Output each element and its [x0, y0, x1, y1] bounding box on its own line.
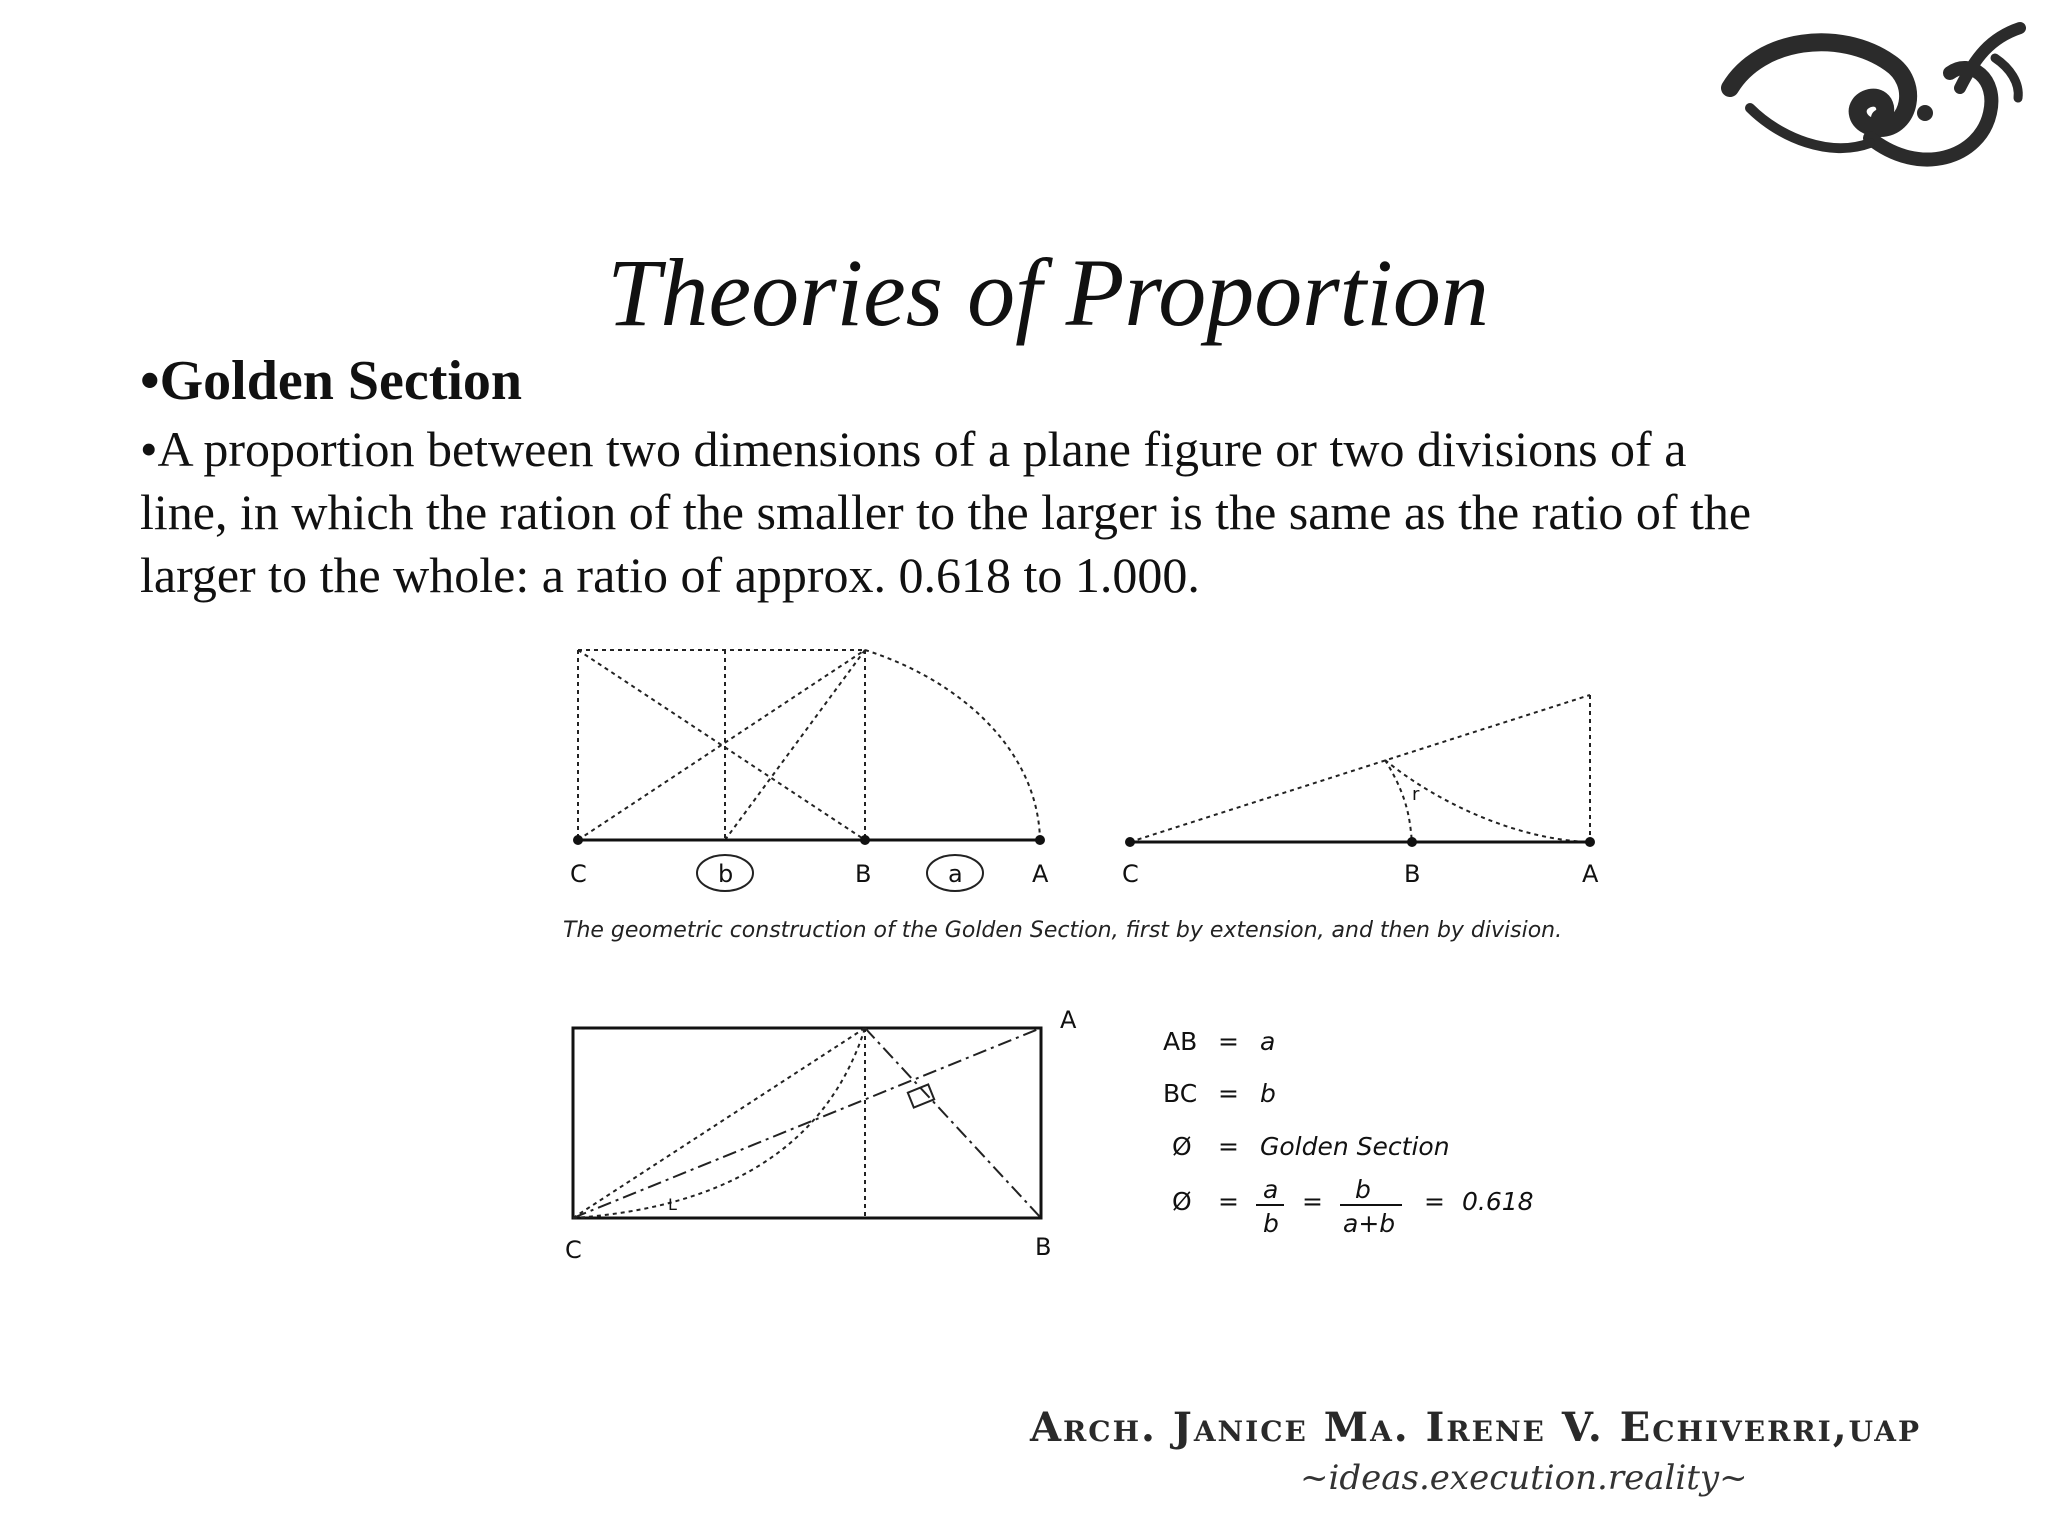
label-L: L [668, 1195, 677, 1214]
label-C-rect: C [565, 1236, 582, 1264]
bullet-golden-section: •Golden Section [140, 350, 523, 412]
eq-phi-definition: Golden Section [1260, 1132, 1450, 1161]
definition-line: line, in which the ration of the smaller to the larger is the same as the ratio of the [140, 484, 1752, 540]
eq-sign: = [1424, 1187, 1445, 1216]
figure-caption: The geometric construction of the Golden Section, first by extension, and then by division. [563, 918, 1563, 943]
label-B-right: B [1404, 860, 1421, 888]
author-tagline: ~ideas.execution.reality~ [1300, 1458, 1748, 1498]
phi-symbol: Ø [1172, 1132, 1192, 1161]
frac2-numerator: b [1355, 1175, 1371, 1204]
eq-sign: = [1218, 1027, 1239, 1056]
eq-bc-label: BC [1163, 1079, 1198, 1108]
label-A-right: A [1582, 860, 1599, 888]
label-B-rect: B [1035, 1233, 1052, 1261]
eq-bc-value: b [1260, 1079, 1276, 1108]
eq-result: 0.618 [1462, 1187, 1534, 1216]
phi-symbol: Ø [1172, 1187, 1192, 1216]
eq-sign: = [1218, 1187, 1239, 1216]
bullet-definition [140, 418, 1970, 607]
label-b-small: b [718, 860, 734, 888]
frac1-denominator: b [1263, 1209, 1279, 1238]
golden-rectangle-diagram [540, 1000, 1620, 1290]
label-A-left: A [1032, 860, 1049, 888]
definition-line: •A proportion between two dimensions of a plane figure or two divisions of a [140, 421, 1687, 477]
page-title: Theories of Proportion [607, 239, 1489, 346]
label-a-small: a [948, 860, 963, 888]
label-A-rect: A [1060, 1006, 1077, 1034]
eq-ab-value: a [1260, 1027, 1276, 1056]
frac1-numerator: a [1263, 1175, 1279, 1204]
eq-sign: = [1302, 1187, 1323, 1216]
author-name: Arch. Janice Ma. Irene V. Echiverri,uap [1030, 1404, 1922, 1451]
eq-ab-label: AB [1163, 1027, 1198, 1056]
label-C-right: C [1122, 860, 1139, 888]
ornament-flourish-icon [1720, 18, 2030, 193]
label-r: r [1412, 784, 1420, 805]
definition-line: larger to the whole: a ratio of approx. 0.618 to 1.000. [140, 547, 1200, 603]
eq-sign: = [1218, 1132, 1239, 1161]
label-B-left: B [855, 860, 872, 888]
eq-sign: = [1218, 1079, 1239, 1108]
frac2-denominator: a+b [1343, 1209, 1396, 1238]
label-c-left: C [570, 860, 587, 888]
